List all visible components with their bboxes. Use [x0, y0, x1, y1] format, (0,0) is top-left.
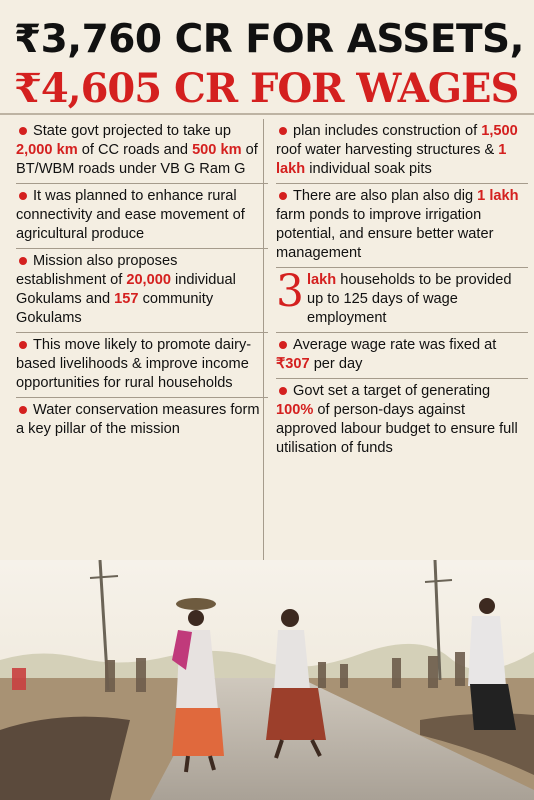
- list-item: [276, 268, 528, 333]
- item-text: Govt set a target of generating: [293, 383, 491, 399]
- item-text: Average wage rate was fixed at: [293, 337, 497, 353]
- highlight-figure: ₹307: [276, 356, 310, 372]
- list-item: [16, 249, 268, 333]
- item-text: plan includes construction of: [293, 123, 482, 139]
- highlight-figure: 500 km: [192, 142, 242, 158]
- item-text: State govt projected to take up: [33, 123, 231, 139]
- bullet-icon: [279, 127, 287, 135]
- headline-rule: [0, 113, 534, 115]
- column-divider: [263, 119, 264, 569]
- bullet-icon: [279, 192, 287, 200]
- item-text: community Gokulams: [16, 291, 214, 326]
- highlight-figure: 1 lakh: [276, 142, 507, 177]
- bullet-icon: [279, 341, 287, 349]
- highlight-figure: 2,000 km: [16, 142, 78, 158]
- bullet-icon: [19, 192, 27, 200]
- list-item: [16, 333, 268, 398]
- list-item: [16, 119, 268, 184]
- list-item: [16, 398, 268, 443]
- bullet-icon: [279, 387, 287, 395]
- bullet-icon: [19, 341, 27, 349]
- big-number: 3: [276, 266, 304, 317]
- list-item: [276, 379, 528, 462]
- highlight-figure: 1 lakh: [477, 188, 519, 204]
- left-column: [16, 119, 268, 443]
- highlight-figure: 157: [114, 291, 139, 307]
- item-text: of BT/WBM roads under VB G Ram G: [16, 142, 258, 177]
- item-text: There are also plan also dig: [293, 188, 478, 204]
- right-column: [276, 119, 528, 462]
- item-text: roof water harvesting structures &: [276, 142, 499, 158]
- bullet-icon: [19, 406, 27, 414]
- headline-line-1: ₹3,760 CR FOR ASSETS,: [14, 17, 524, 62]
- list-item: [276, 184, 528, 268]
- item-text: It was planned to enhance rural connectivity and ease movement of agricultural produce: [16, 188, 245, 242]
- workers-road-photo: [0, 560, 534, 800]
- highlight-figure: 1,500: [481, 123, 518, 139]
- headline-line-2: ₹4,605 CR FOR WAGES: [14, 65, 519, 112]
- list-item: [16, 184, 268, 249]
- headline: [0, 14, 534, 116]
- highlight-figure: lakh: [307, 272, 337, 288]
- item-text: This move likely to promote dairy-based livelihoods & improve income opportunities for rural households: [16, 337, 252, 391]
- list-item: [276, 333, 528, 379]
- item-text: individual soak pits: [305, 161, 432, 177]
- highlight-figure: 100%: [276, 402, 314, 418]
- item-text: households to be provided up to 125 days of wage employment: [307, 272, 512, 326]
- item-text: of person-days against approved labour budget to ensure full utilisation of funds: [276, 402, 518, 456]
- item-text: Mission also proposes establishment of: [16, 253, 178, 288]
- bullet-icon: [19, 127, 27, 135]
- highlight-figure: 20,000: [126, 272, 171, 288]
- item-text: farm ponds to improve irrigation potential, and ensure better water management: [276, 207, 494, 261]
- item-text: Water conservation measures form a key pillar of the mission: [16, 402, 260, 437]
- list-item: [276, 119, 528, 184]
- item-text: of CC roads and: [77, 142, 193, 158]
- item-text: per day: [309, 356, 363, 372]
- item-text: individual Gokulams and: [16, 272, 236, 307]
- bullet-icon: [19, 257, 27, 265]
